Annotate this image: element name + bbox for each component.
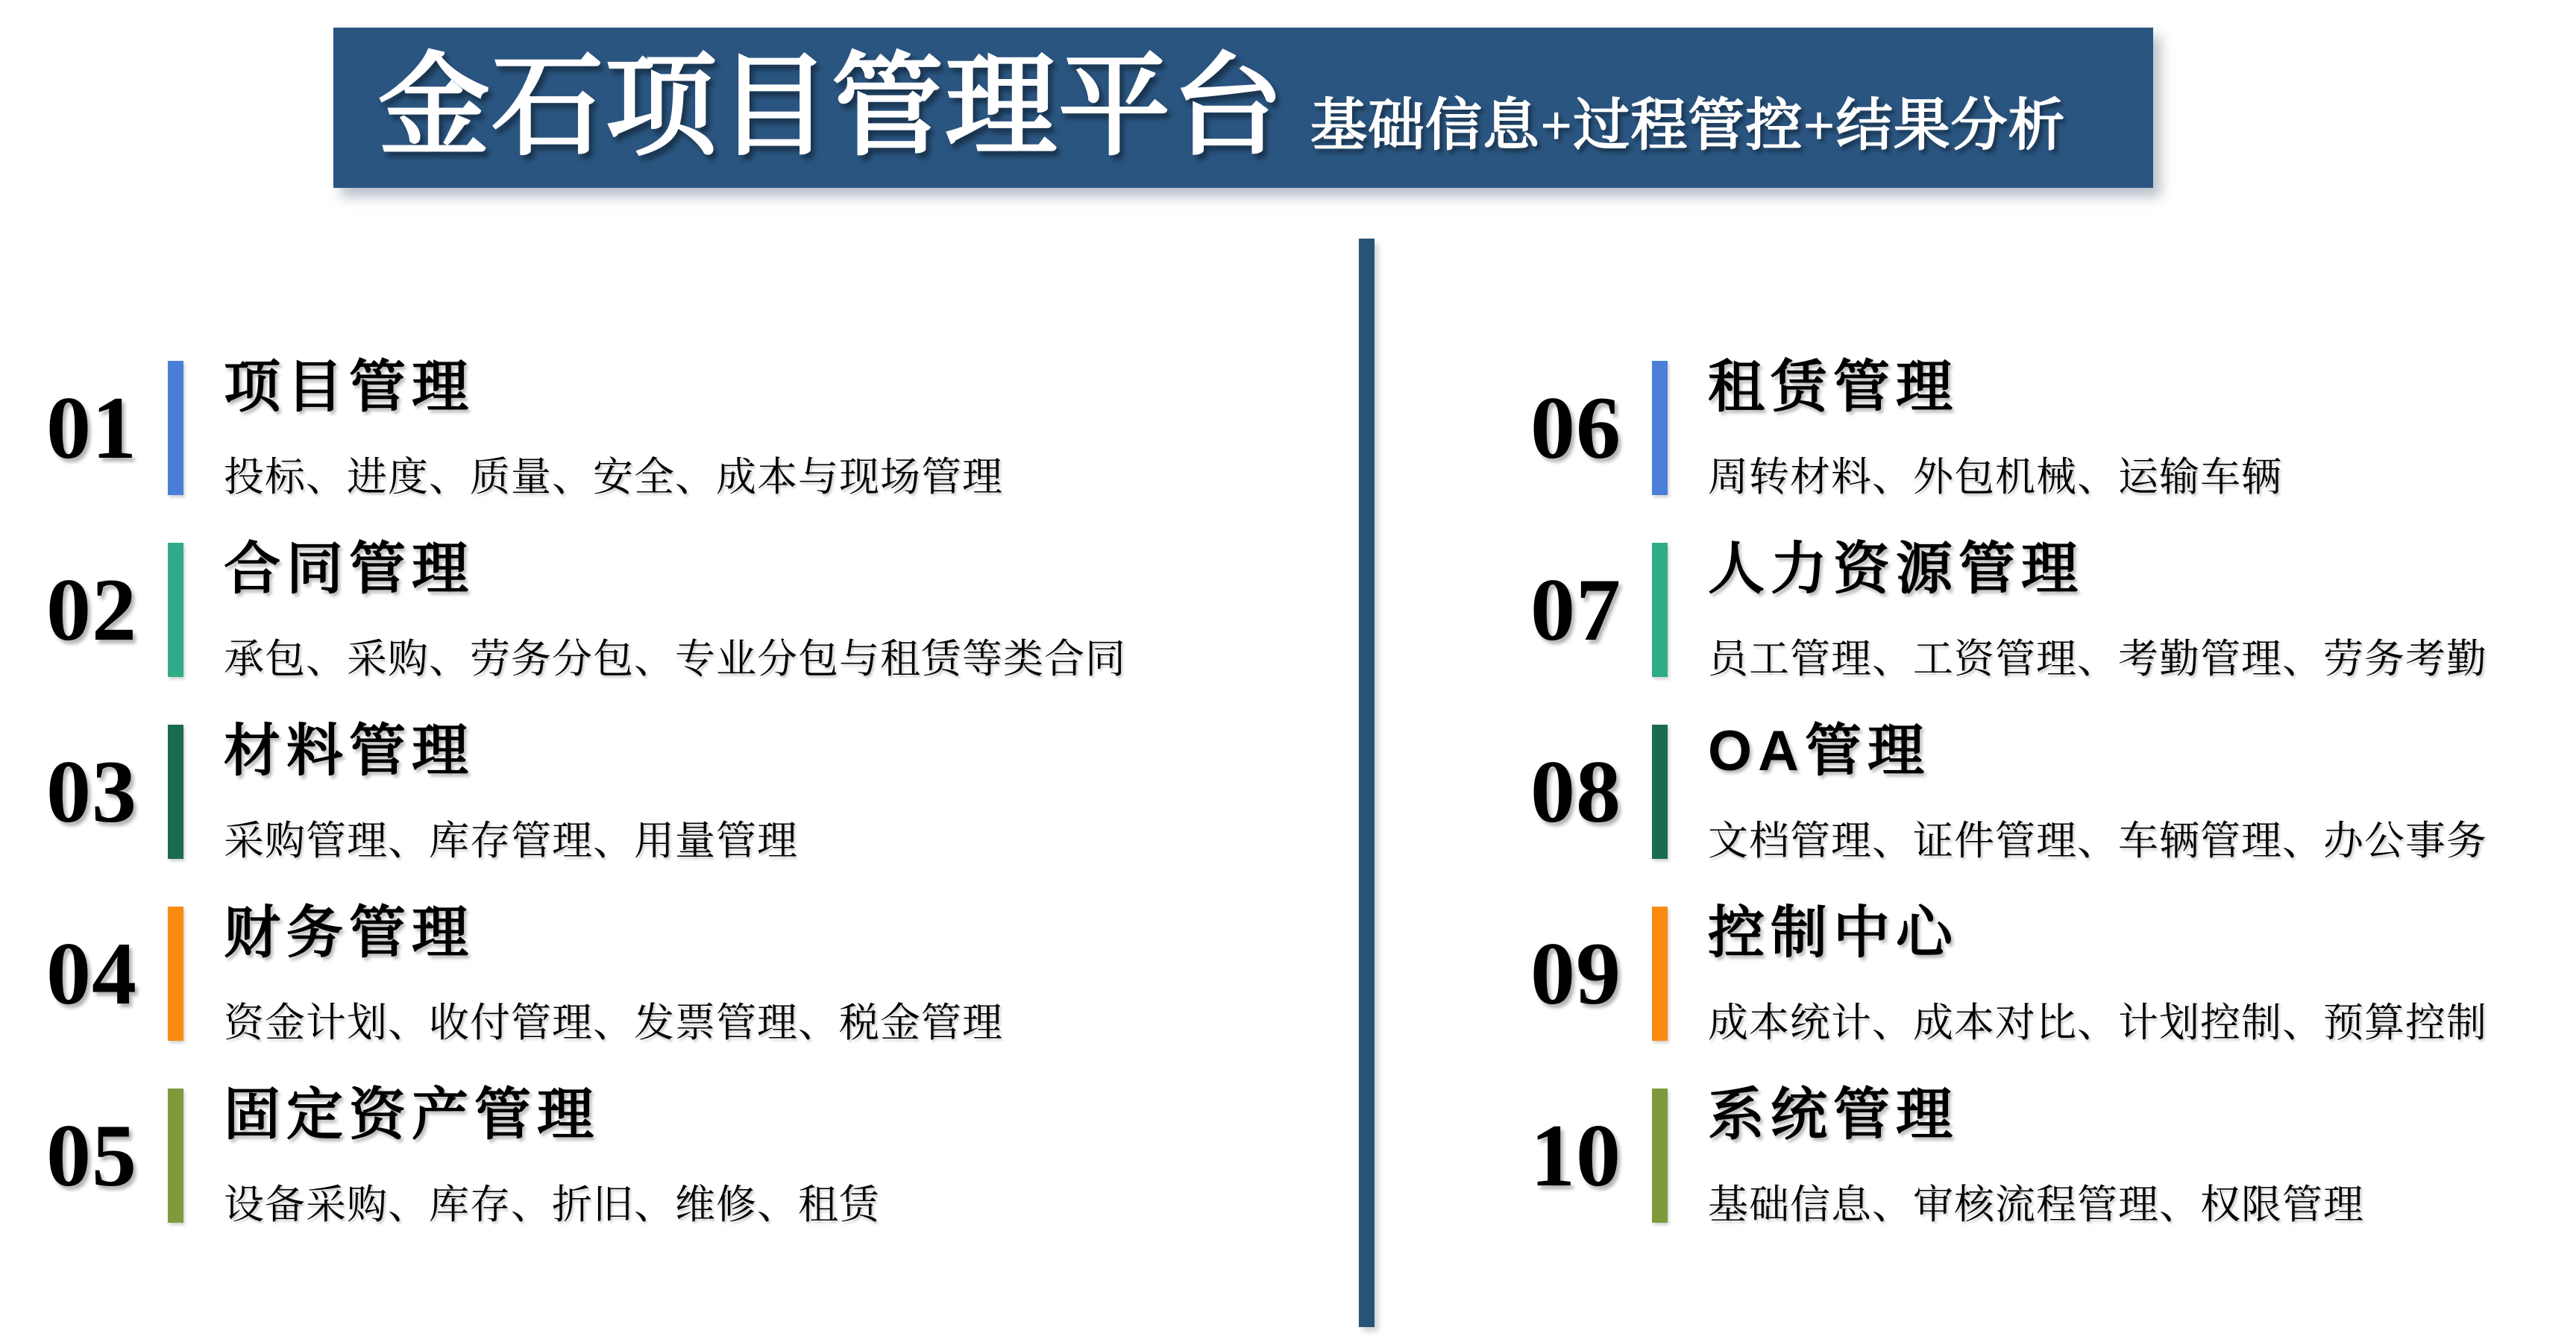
accent-bar [168, 543, 183, 677]
feature-list-right [1529, 356, 2576, 1266]
feature-list-left [45, 356, 1335, 1266]
item-desc: 采购管理、库存管理、用量管理 [224, 818, 798, 863]
item-title: 租赁管理 [1708, 356, 1958, 419]
item-number: 08 [1530, 742, 1621, 841]
item-desc: 文档管理、证件管理、车辆管理、办公事务 [1708, 818, 2487, 863]
accent-bar [1652, 725, 1668, 859]
accent-bar [168, 361, 183, 495]
column-divider [1359, 239, 1375, 1327]
item-text [1668, 356, 2576, 500]
item-number: 05 [46, 1106, 137, 1205]
item-desc: 设备采购、库存、折旧、维修、租赁 [224, 1182, 880, 1227]
list-item [45, 902, 1335, 1045]
page-title: 金石项目管理平台 [378, 45, 1286, 169]
item-text [1668, 720, 2576, 863]
item-number: 10 [1530, 1106, 1621, 1205]
item-desc: 周转材料、外包机械、运输车辆 [1708, 454, 2282, 500]
item-title: 财务管理 [224, 901, 474, 965]
item-text [183, 902, 1335, 1045]
list-item [1529, 356, 2576, 500]
item-desc: 员工管理、工资管理、考勤管理、劳务考勤 [1708, 636, 2487, 681]
item-number: 04 [46, 924, 137, 1023]
accent-bar [168, 907, 183, 1041]
list-item [45, 720, 1335, 863]
item-text [1668, 538, 2576, 681]
accent-bar [1652, 907, 1668, 1041]
item-text [183, 720, 1335, 863]
item-desc: 成本统计、成本对比、计划控制、预算控制 [1708, 1000, 2487, 1045]
item-title: 系统管理 [1708, 1083, 1958, 1147]
item-text [183, 356, 1335, 500]
banner-subtitle: 基础信息+过程管控+结果分析 [1310, 95, 2066, 157]
item-text [183, 538, 1335, 681]
accent-bar [1652, 361, 1668, 495]
list-item [1529, 720, 2576, 863]
item-title: 合同管理 [224, 538, 474, 601]
item-number: 01 [46, 378, 137, 477]
item-text [183, 1084, 1335, 1227]
item-title: OA管理 [1708, 719, 1930, 783]
item-number: 03 [46, 742, 137, 841]
item-title: 固定资产管理 [224, 1083, 600, 1147]
banner [333, 28, 2153, 188]
item-title: 项目管理 [224, 356, 474, 419]
item-desc: 承包、采购、劳务分包、专业分包与租赁等类合同 [224, 636, 1126, 681]
item-title: 控制中心 [1708, 901, 1958, 965]
list-item [45, 356, 1335, 500]
item-text [1668, 902, 2576, 1045]
item-number: 07 [1530, 560, 1621, 659]
accent-bar [1652, 1089, 1668, 1223]
item-desc: 投标、进度、质量、安全、成本与现场管理 [224, 454, 1003, 500]
list-item [45, 1084, 1335, 1227]
accent-bar [168, 725, 183, 859]
list-item [1529, 538, 2576, 681]
list-item [1529, 1084, 2576, 1227]
accent-bar [168, 1089, 183, 1223]
item-number: 02 [46, 560, 137, 659]
item-number: 09 [1530, 924, 1621, 1023]
item-title: 材料管理 [224, 719, 474, 783]
list-item [45, 538, 1335, 681]
item-text [1668, 1084, 2576, 1227]
item-number: 06 [1530, 378, 1621, 477]
item-desc: 基础信息、审核流程管理、权限管理 [1708, 1182, 2364, 1227]
list-item [1529, 902, 2576, 1045]
item-desc: 资金计划、收付管理、发票管理、税金管理 [224, 1000, 1003, 1045]
accent-bar [1652, 543, 1668, 677]
item-title: 人力资源管理 [1708, 538, 2084, 601]
